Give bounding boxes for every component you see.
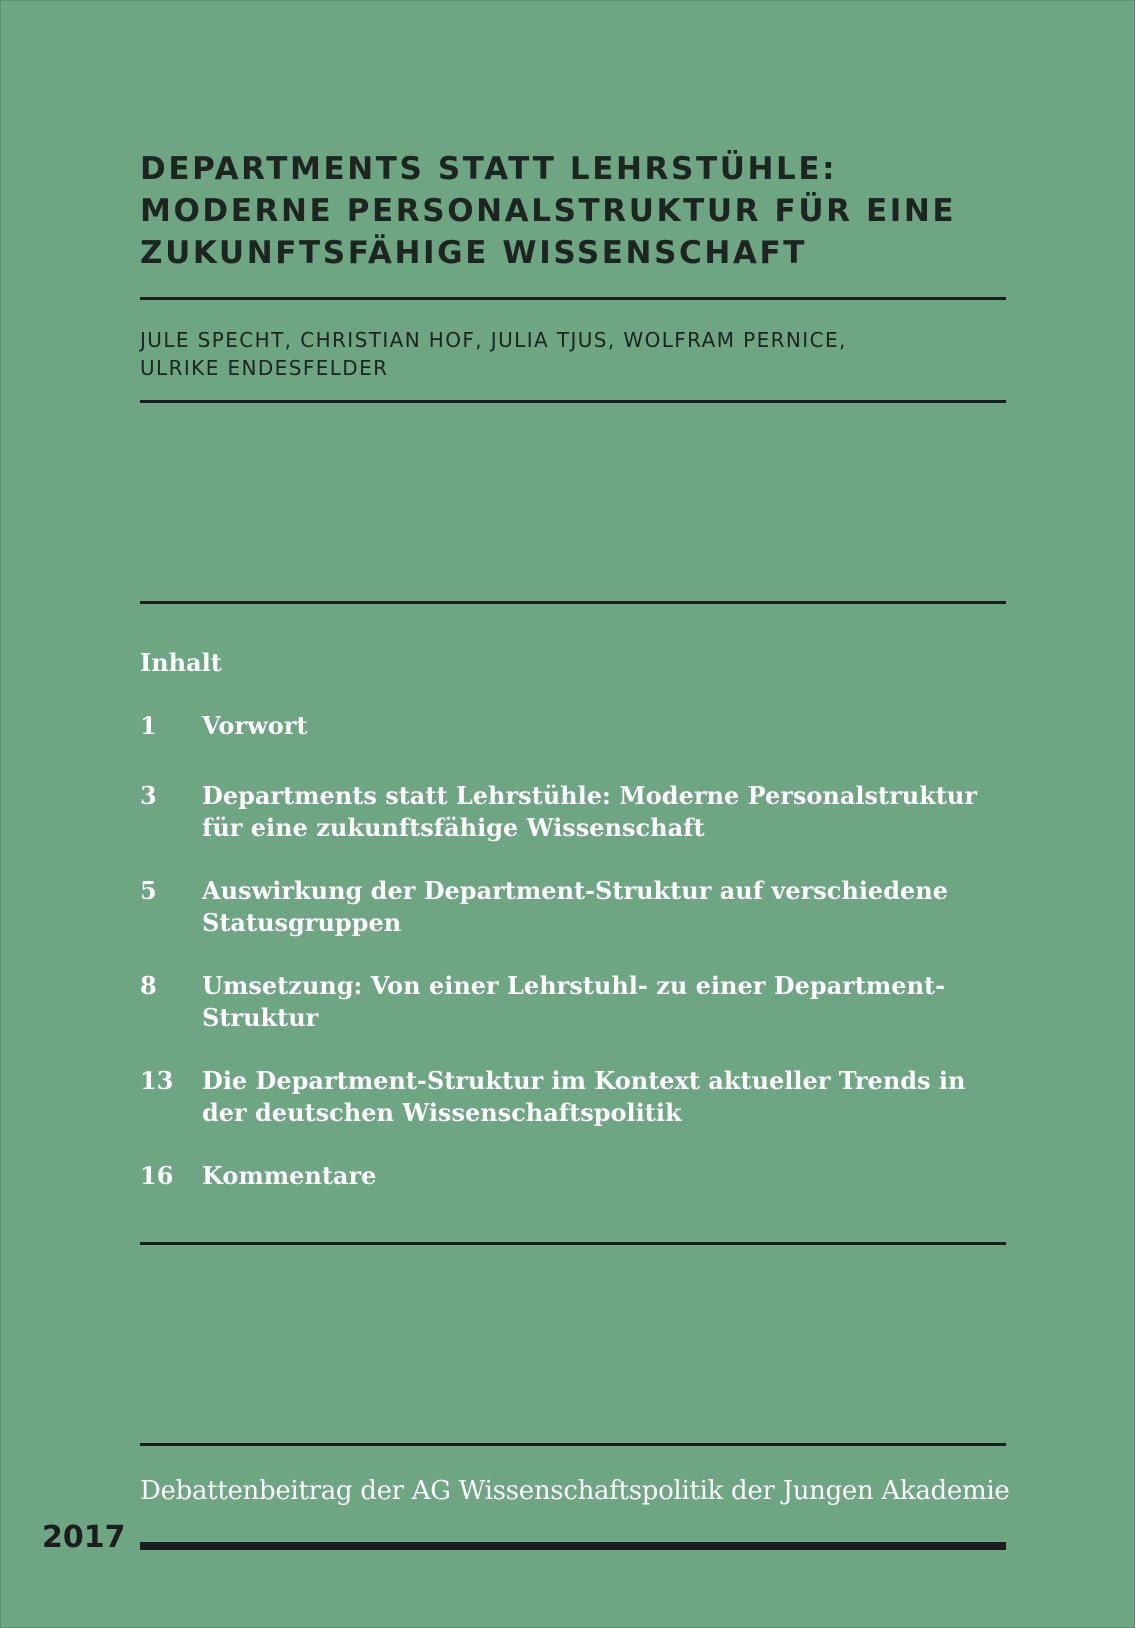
toc-title-line: Umsetzung: Von einer Lehrstuhl- zu einer Department- bbox=[202, 971, 946, 1000]
toc-entry-title bbox=[202, 780, 1022, 844]
toc-page-number: 5 bbox=[140, 876, 157, 905]
toc-page-number: 3 bbox=[140, 781, 157, 810]
author-line: JULE SPECHT, CHRISTIAN HOF, JULIA TJUS, WOLFRAM PERNICE, bbox=[140, 328, 847, 352]
toc-entry-title bbox=[202, 1160, 1022, 1192]
toc-page-number: 8 bbox=[140, 971, 157, 1000]
document-title bbox=[140, 148, 1020, 274]
toc-heading: Inhalt bbox=[140, 648, 222, 677]
author-line: ULRIKE ENDESFELDER bbox=[140, 356, 389, 380]
series-statement: Debattenbeitrag der AG Wissenschaftspolitik der Jungen Akademie bbox=[140, 1476, 1010, 1506]
toc-title-line: Departments statt Lehrstühle: Moderne Personalstruktur bbox=[202, 781, 978, 810]
divider-rule bbox=[140, 400, 1006, 403]
title-line: DEPARTMENTS STATT LEHRSTÜHLE: bbox=[140, 151, 838, 187]
toc-entry-title bbox=[202, 875, 1022, 939]
divider-rule bbox=[140, 297, 1006, 300]
toc-title-line: Statusgruppen bbox=[202, 908, 402, 937]
toc-page-number: 13 bbox=[140, 1066, 174, 1095]
title-line: MODERNE PERSONALSTRUKTUR FÜR EINE bbox=[140, 193, 957, 229]
toc-entry-title bbox=[202, 710, 1022, 742]
title-line: ZUKUNFTSFÄHIGE WISSENSCHAFT bbox=[140, 235, 808, 271]
toc-page-number: 16 bbox=[140, 1161, 174, 1190]
toc-title-line: Kommentare bbox=[202, 1161, 377, 1190]
toc-title-line: Auswirkung der Department-Struktur auf verschiedene bbox=[202, 876, 948, 905]
toc-title-line: Vorwort bbox=[202, 711, 308, 740]
footer-bar bbox=[140, 1542, 1006, 1550]
publication-year: 2017 bbox=[42, 1520, 126, 1555]
toc-entry-title bbox=[202, 970, 1022, 1034]
toc-title-line: Die Department-Struktur im Kontext aktueller Trends in bbox=[202, 1066, 966, 1095]
toc-page-number: 1 bbox=[140, 711, 157, 740]
divider-rule bbox=[140, 601, 1006, 604]
toc-title-line: Struktur bbox=[202, 1003, 319, 1032]
toc-title-line: für eine zukunftsfähige Wissenschaft bbox=[202, 813, 705, 842]
divider-rule bbox=[140, 1242, 1006, 1245]
divider-rule bbox=[140, 1443, 1006, 1446]
toc-entry-title bbox=[202, 1065, 1022, 1129]
author-list bbox=[140, 326, 1010, 382]
toc-title-line: der deutschen Wissenschaftspolitik bbox=[202, 1098, 682, 1127]
